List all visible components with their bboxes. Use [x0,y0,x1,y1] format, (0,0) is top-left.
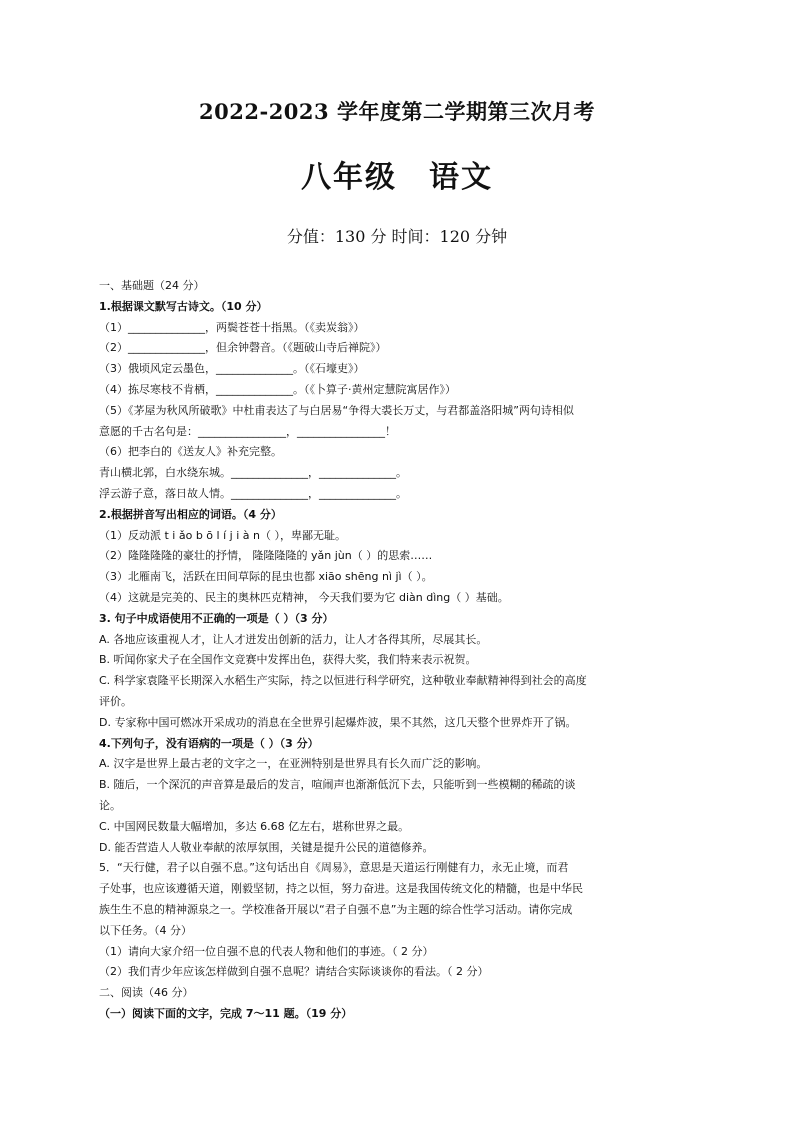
text-line: 2.根据拼音写出相应的词语。（4 分） [99,507,282,521]
exam-subtitle: 八年级 语文 [301,160,493,195]
score-time-line: 分值：130 分 时间：120 分钟 [286,227,508,246]
text-line: A. 各地应该重视人才，让人才迸发出创新的活力，让人才各得其所，尽展其长。 [99,632,488,646]
text-line: 族生生不息的精神源泉之一。学校准备开展以“君子自强不息”为主题的综合性学习活动。请你完成 [99,902,573,916]
text-line: 5．“天行健，君子以自强不息。”这句话出自《周易》，意思是天道运行刚健有力，永无止境，而君 [99,861,569,875]
text-line: （2）我们青少年应该怎样做到自强不息呢？请结合实际谈谈你的看法。（ 2 分） [99,965,489,979]
text-line: 4.下列句子，没有语病的一项是（ ）（3 分） [99,736,319,750]
text-line: C. 中国网民数量大幅增加，多达 6.68 亿左右，堪称世界之最。 [99,819,410,833]
text-line: A. 汉字是世界上最古老的文字之一，在亚洲特别是世界具有长久而广泛的影响。 [99,757,488,771]
text-line: 子处事，也应该遵循天道，刚毅坚韧，持之以恒，努力奋进。这是我国传统文化的精髓，也是中华民 [99,882,583,896]
text-line: 青山横北郭，白水绕东城。______________，______________。 [99,466,407,480]
text-line: B. 随后，一个深沉的声音算是最后的发言，喧闹声也渐渐低沉下去，只能听到一些模糊的稀疏的谈 [99,778,576,792]
text-line: 论。 [99,798,121,812]
text-line: 以下任务。（4 分） [99,923,192,937]
text-line: （3）北雁南飞，活跃在田间草际的昆虫也都 xiāo shēng nì jì（ ）。 [99,570,433,584]
text-line: D. 能否营造人人敬业奉献的浓厚氛围，关键是提升公民的道德修养。 [99,840,434,854]
text-line: （1）反动派 t i ǎo b ō l í j i à n（ ），卑鄙无耻。 [99,528,346,542]
text-line: 浮云游子意，落日故人情。______________，______________。 [99,486,407,500]
text-line: 1.根据课文默写古诗文。（10 分） [99,299,268,313]
text-line: （6）把李白的《送友人》补充完整。 [99,445,282,459]
exam-body [99,276,689,1025]
text-line: 评价。 [99,694,132,708]
text-line: （1）______________，两鬓苍苍十指黑。（《卖炭翁》） [99,320,365,334]
text-line: （4）拣尽寒枝不肯栖，______________。（《卜算子·黄州定慧院寓居作》） [99,382,456,396]
text-line: （3）俄顷风定云墨色，______________。（《石壕吏》） [99,362,365,376]
text-line: 3. 句子中成语使用不正确的一项是（ ）（3 分） [99,611,334,625]
text-line: 一、基础题（24 分） [99,279,205,292]
text-line: B. 听闻你家犬子在全国作文竞赛中发挥出色，获得大奖，我们特来表示祝贺。 [99,653,477,667]
text-line: D. 专家称中国可燃冰开采成功的消息在全世界引起爆炸波，果不其然，这几天整个世界炸开了锅。 [99,715,577,729]
text-line: 二、阅读（46 分） [99,986,194,1000]
exam-title: 2022-2023 学年度第二学期第三次月考 [199,99,595,124]
text-line: （2）______________，但余钟磬音。（《题破山寺后禅院》） [99,341,387,355]
text-line: （2）隆隆隆隆的豪壮的抒情， 隆隆隆隆的 yǎn jùn（ ）的思索…… [99,549,433,563]
text-line: （1）请向大家介绍一位自强不息的代表人物和他们的事迹。（ 2 分） [99,944,434,958]
text-line: （一）阅读下面的文字，完成 7～11 题。（19 分） [99,1006,353,1020]
text-line: （5）《茅屋为秋风所破歌》中杜甫表达了与白居易“争得大裘长万丈，与君都盖洛阳城”两句诗相似 [99,403,574,417]
text-line: （4）这就是完美的、民主的奥林匹克精神， 今天我们要为它 diàn dìng（ ）基础。 [99,590,509,604]
text-line: 意愿的千古名句是：________________，________________！ [99,424,396,438]
text-line: C. 科学家袁隆平长期深入水稻生产实际，持之以恒进行科学研究，这种敬业奉献精神得到社会的高度 [99,674,587,688]
